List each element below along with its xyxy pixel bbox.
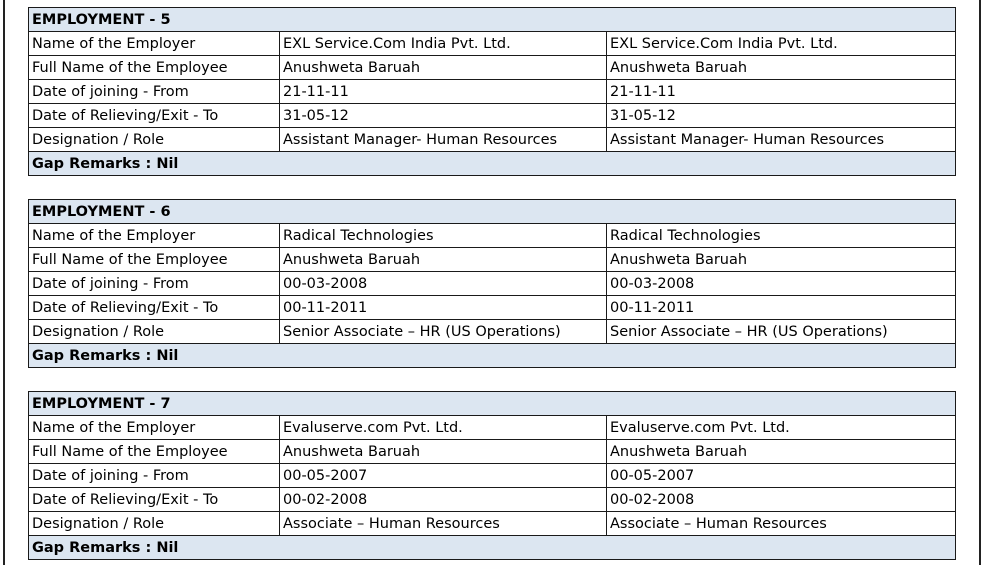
gap-remarks: Gap Remarks : Nil xyxy=(29,536,956,560)
row-label: Date of Relieving/Exit - To xyxy=(29,104,280,128)
row-label: Full Name of the Employee xyxy=(29,248,280,272)
row-value-verified: Evaluserve.com Pvt. Ltd. xyxy=(607,416,956,440)
gap-remarks-row xyxy=(29,536,956,560)
row-value-verified: 00-11-2011 xyxy=(607,296,956,320)
row-value-verified: Anushweta Baruah xyxy=(607,440,956,464)
table-row xyxy=(29,224,956,248)
row-value-verified: 21-11-11 xyxy=(607,80,956,104)
row-value-claimed: 31-05-12 xyxy=(280,104,607,128)
row-value-verified: Assistant Manager- Human Resources xyxy=(607,128,956,152)
row-label: Name of the Employer xyxy=(29,32,280,56)
row-label: Date of Relieving/Exit - To xyxy=(29,488,280,512)
table-row xyxy=(29,320,956,344)
row-value-claimed: Assistant Manager- Human Resources xyxy=(280,128,607,152)
row-value-verified: Anushweta Baruah xyxy=(607,56,956,80)
table-row xyxy=(29,488,956,512)
table-row xyxy=(29,440,956,464)
employment-header-row xyxy=(29,8,956,32)
row-label: Designation / Role xyxy=(29,320,280,344)
row-label: Name of the Employer xyxy=(29,416,280,440)
row-label: Designation / Role xyxy=(29,128,280,152)
employment-header-row xyxy=(29,392,956,416)
row-label: Date of joining - From xyxy=(29,80,280,104)
row-value-verified: 31-05-12 xyxy=(607,104,956,128)
row-label: Name of the Employer xyxy=(29,224,280,248)
employment-table-6 xyxy=(28,199,956,368)
row-label: Full Name of the Employee xyxy=(29,440,280,464)
table-row xyxy=(29,80,956,104)
gap-remarks-row xyxy=(29,152,956,176)
row-value-claimed: EXL Service.Com India Pvt. Ltd. xyxy=(280,32,607,56)
row-label: Full Name of the Employee xyxy=(29,56,280,80)
gap-remarks-row xyxy=(29,344,956,368)
employment-header: EMPLOYMENT - 5 xyxy=(29,8,956,32)
row-value-claimed: 00-02-2008 xyxy=(280,488,607,512)
row-label: Designation / Role xyxy=(29,512,280,536)
row-value-claimed: Evaluserve.com Pvt. Ltd. xyxy=(280,416,607,440)
page-border-left xyxy=(3,0,5,565)
row-value-verified: Anushweta Baruah xyxy=(607,248,956,272)
gap-remarks: Gap Remarks : Nil xyxy=(29,152,956,176)
employment-table-5 xyxy=(28,7,956,176)
table-row xyxy=(29,296,956,320)
row-value-claimed: Radical Technologies xyxy=(280,224,607,248)
employment-table-7 xyxy=(28,391,956,560)
table-row xyxy=(29,56,956,80)
row-value-claimed: 00-03-2008 xyxy=(280,272,607,296)
table-row xyxy=(29,104,956,128)
table-row xyxy=(29,464,956,488)
row-label: Date of Relieving/Exit - To xyxy=(29,296,280,320)
row-value-claimed: Anushweta Baruah xyxy=(280,56,607,80)
table-row xyxy=(29,248,956,272)
table-row xyxy=(29,128,956,152)
gap-remarks: Gap Remarks : Nil xyxy=(29,344,956,368)
employment-header: EMPLOYMENT - 6 xyxy=(29,200,956,224)
row-value-claimed: 21-11-11 xyxy=(280,80,607,104)
table-row xyxy=(29,32,956,56)
row-value-claimed: Anushweta Baruah xyxy=(280,248,607,272)
table-row xyxy=(29,416,956,440)
row-value-verified: 00-02-2008 xyxy=(607,488,956,512)
table-row xyxy=(29,272,956,296)
table-row xyxy=(29,512,956,536)
row-label: Date of joining - From xyxy=(29,272,280,296)
row-value-claimed: 00-05-2007 xyxy=(280,464,607,488)
row-value-verified: 00-03-2008 xyxy=(607,272,956,296)
page-border-right xyxy=(979,0,981,565)
row-value-claimed: Anushweta Baruah xyxy=(280,440,607,464)
row-value-verified: Associate – Human Resources xyxy=(607,512,956,536)
row-value-claimed: Senior Associate – HR (US Operations) xyxy=(280,320,607,344)
employment-header-row xyxy=(29,200,956,224)
row-value-verified: EXL Service.Com India Pvt. Ltd. xyxy=(607,32,956,56)
row-value-verified: Radical Technologies xyxy=(607,224,956,248)
employment-header: EMPLOYMENT - 7 xyxy=(29,392,956,416)
row-value-verified: 00-05-2007 xyxy=(607,464,956,488)
row-value-verified: Senior Associate – HR (US Operations) xyxy=(607,320,956,344)
row-value-claimed: Associate – Human Resources xyxy=(280,512,607,536)
row-label: Date of joining - From xyxy=(29,464,280,488)
row-value-claimed: 00-11-2011 xyxy=(280,296,607,320)
